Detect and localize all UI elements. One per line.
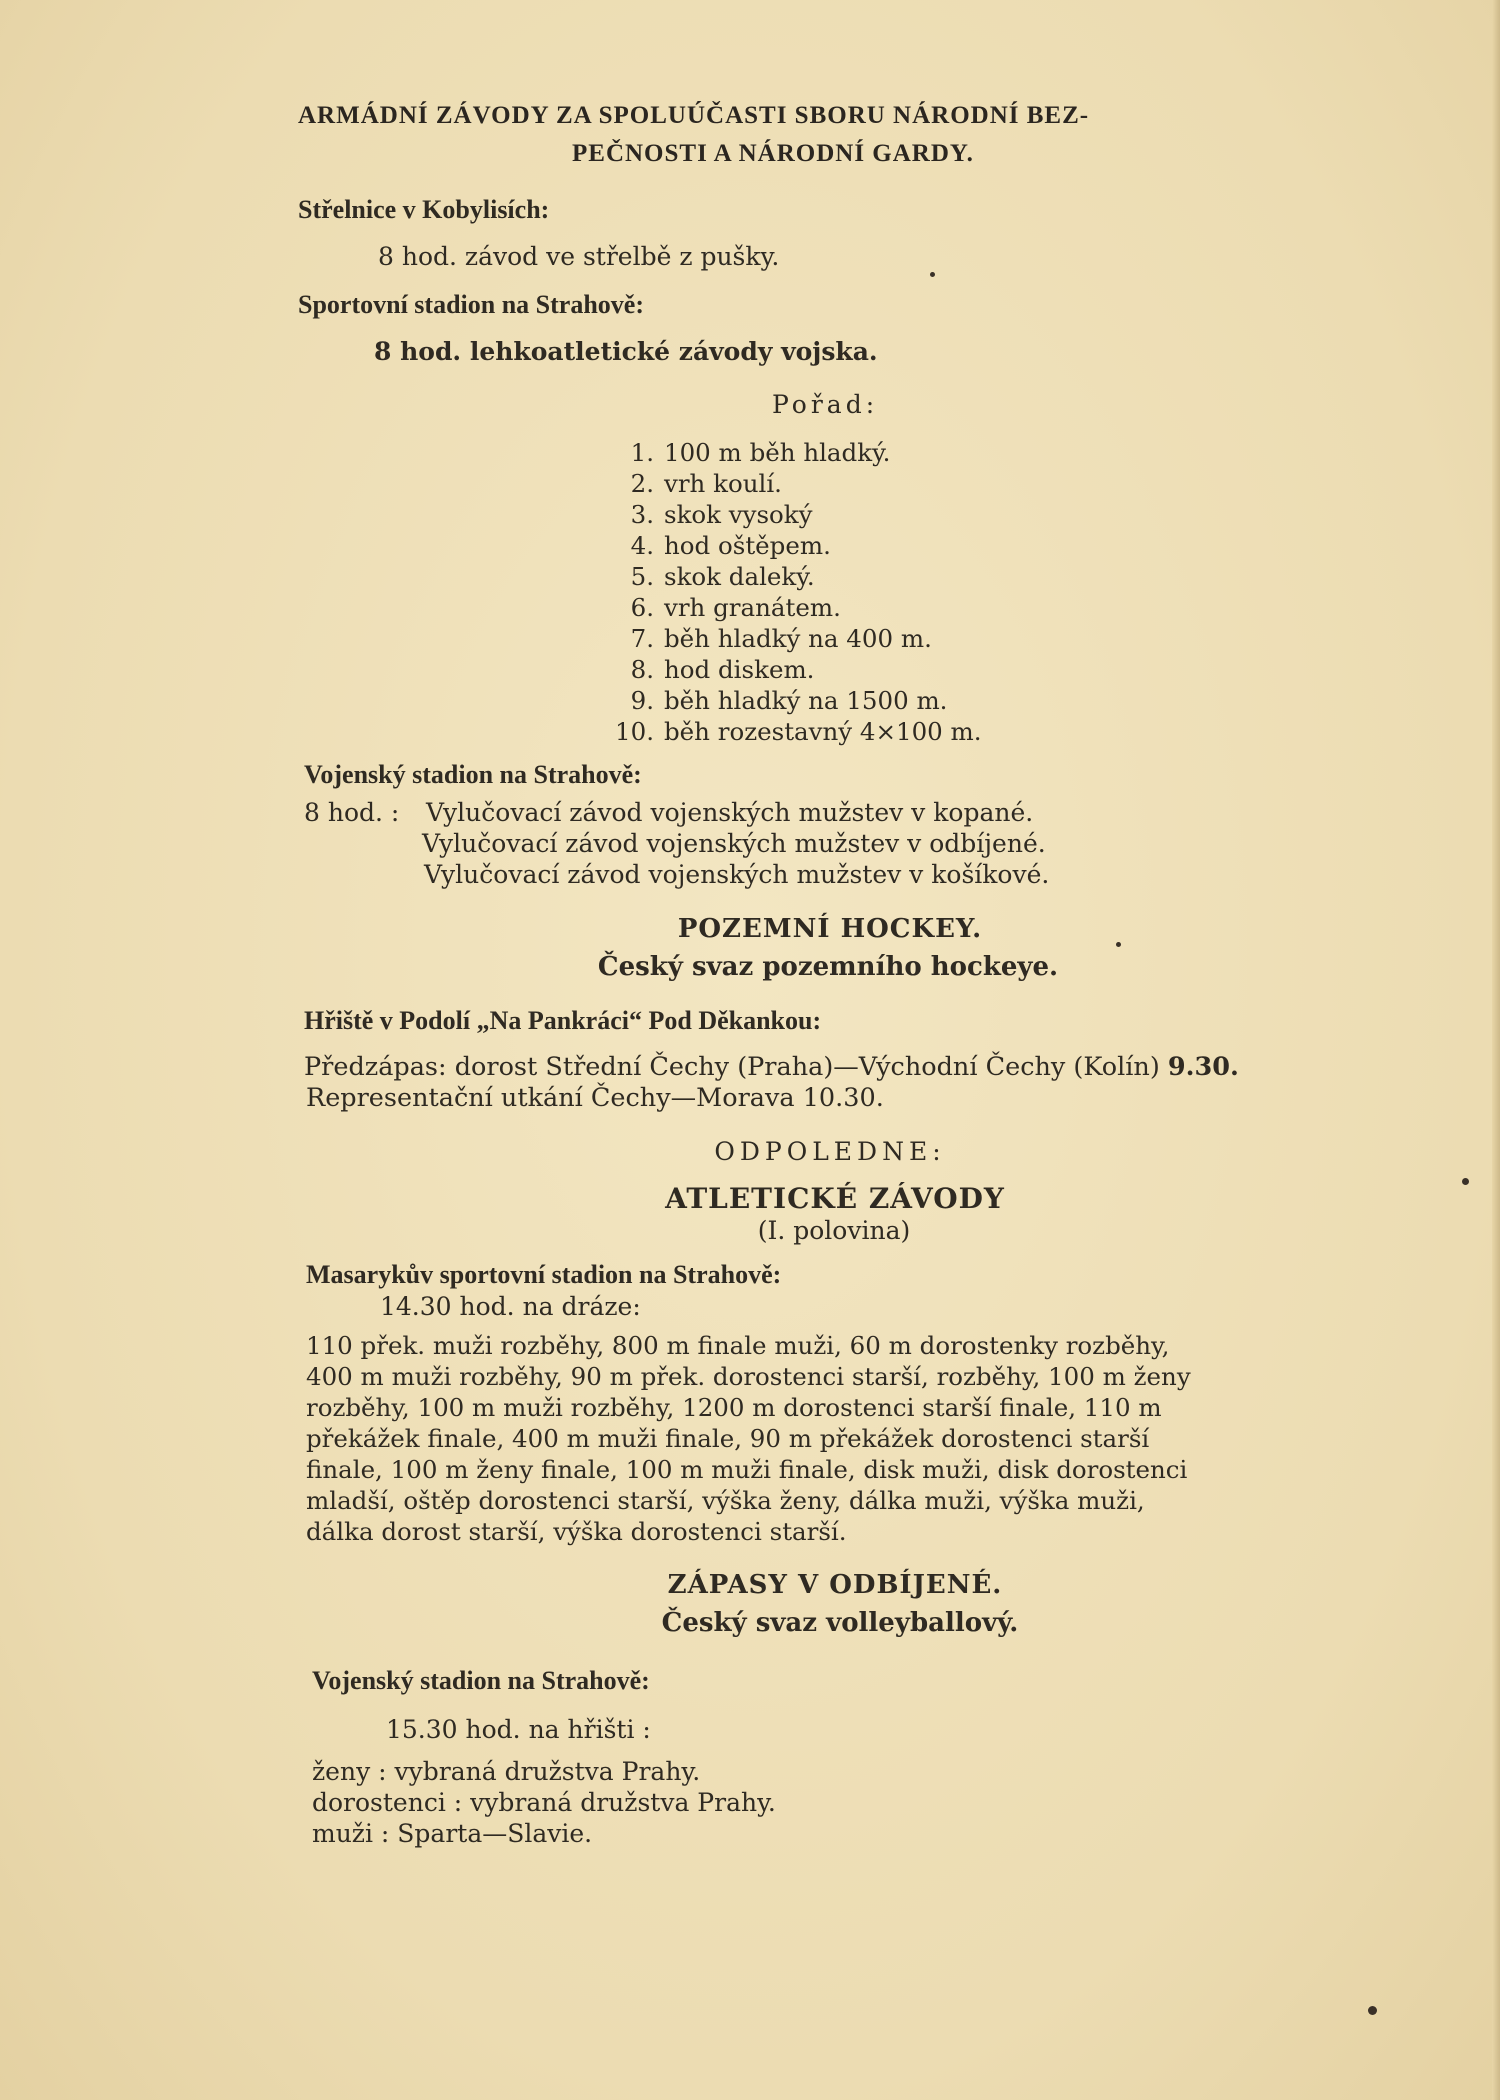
hockey-title: POZEMNÍ HOCKEY. xyxy=(677,914,983,944)
venue-strahov-stadium: Sportovní stadion na Strahově: xyxy=(298,290,644,319)
hockey-subtitle: Český svaz pozemního hockeye. xyxy=(597,952,1059,982)
program-item: 9. běh hladký na 1500 m. xyxy=(630,686,948,715)
program-item: 6. vrh granátem. xyxy=(630,593,841,622)
program-item: 7. běh hladký na 400 m. xyxy=(630,624,932,653)
paper-speck xyxy=(1462,1178,1469,1185)
program-item: 3. skok vysoký xyxy=(630,500,813,529)
paragraph-line: mladší, oštěp dorostenci starší, výška ženy, dálka muži, výška muži, xyxy=(306,1486,1145,1515)
athletics-title: ATLETICKÉ ZÁVODY xyxy=(665,1182,1005,1215)
paragraph-line: finale, 100 m ženy finale, 100 m muži finale, disk muži, disk dorostenci xyxy=(306,1455,1188,1484)
paper-speck xyxy=(930,272,935,277)
match-row: ženy : vybraná družstva Prahy. xyxy=(312,1757,701,1786)
volleyball-title: ZÁPASY V ODBÍJENÉ. xyxy=(667,1570,1003,1600)
program-item: 4. hod oštěpem. xyxy=(630,531,831,560)
section1-title-line2: PEČNOSTI A NÁRODNÍ GARDY. xyxy=(572,140,974,167)
military-event: Vylučovací závod vojenských mužstev v kopané. xyxy=(426,798,1034,827)
military-event: Vylučovací závod vojenských mužstev v košíkové. xyxy=(424,860,1050,889)
section1-title-line1: ARMÁDNÍ ZÁVODY ZA SPOLUÚČASTI SBORU NÁRODNÍ BEZ- xyxy=(298,102,1090,129)
match-row: dorostenci : vybraná družstva Prahy. xyxy=(312,1788,776,1817)
venue-kobylisy-event: 8 hod. závod ve střelbě z pušky. xyxy=(378,242,780,271)
athletics-subtitle: (I. polovina) xyxy=(757,1216,911,1245)
venue-masaryk-stadium: Masarykův sportovní stadion na Strahově: xyxy=(306,1260,782,1289)
paragraph-line: překážek finale, 400 m muži finale, 90 m překážek dorostenci starší xyxy=(306,1424,1150,1453)
military-event: Vylučovací závod vojenských mužstev v odbíjené. xyxy=(422,829,1046,858)
program-item: 8. hod diskem. xyxy=(630,655,815,684)
paper-speck xyxy=(1116,942,1121,947)
athletics-time: 14.30 hod. na dráze: xyxy=(380,1292,641,1321)
volleyball-subtitle: Český svaz volleyballový. xyxy=(661,1608,1019,1638)
afternoon-heading: ODPOLEDNE: xyxy=(714,1137,946,1166)
match-row: muži : Sparta—Slavie. xyxy=(312,1819,593,1848)
paragraph-line: 110 přek. muži rozběhy, 800 m finale muži, 60 m dorostenky rozběhy, xyxy=(306,1331,1170,1360)
program-item: 2. vrh koulí. xyxy=(630,469,782,498)
venue-strahov-event: 8 hod. lehkoatletické závody vojska. xyxy=(374,337,878,366)
program-heading: Pořad: xyxy=(772,390,879,419)
paper-speck xyxy=(1368,2006,1377,2015)
hockey-representative-match: Representační utkání Čechy—Morava 10.30. xyxy=(306,1083,884,1113)
paragraph-line: rozběhy, 100 m muži rozběhy, 1200 m dorostenci starší finale, 110 m xyxy=(306,1393,1162,1422)
volleyball-time: 15.30 hod. na hřišti : xyxy=(386,1715,651,1744)
venue-kobylisy: Střelnice v Kobylisích: xyxy=(298,195,550,224)
program-item: 5. skok daleký. xyxy=(630,562,815,591)
hockey-prematch: Předzápas: dorost Střední Čechy (Praha)—Východní Čechy (Kolín) 9.30. xyxy=(304,1052,1239,1082)
paper-edge xyxy=(1492,0,1500,2100)
program-item: 10. běh rozestavný 4×100 m. xyxy=(615,717,982,746)
venue-military-stadium-2: Vojenský stadion na Strahově: xyxy=(312,1666,650,1695)
venue-military-stadium: Vojenský stadion na Strahově: xyxy=(304,760,642,789)
paragraph-line: dálka dorost starší, výška dorostenci starší. xyxy=(306,1517,847,1546)
paragraph-line: 400 m muži rozběhy, 90 m přek. dorostenci starší, rozběhy, 100 m ženy xyxy=(306,1362,1191,1391)
venue-podoli: Hřiště v Podolí „Na Pankráci“ Pod Děkankou: xyxy=(304,1006,822,1035)
venue-military-time: 8 hod. : xyxy=(304,798,400,827)
program-item: 1. 100 m běh hladký. xyxy=(630,438,891,467)
